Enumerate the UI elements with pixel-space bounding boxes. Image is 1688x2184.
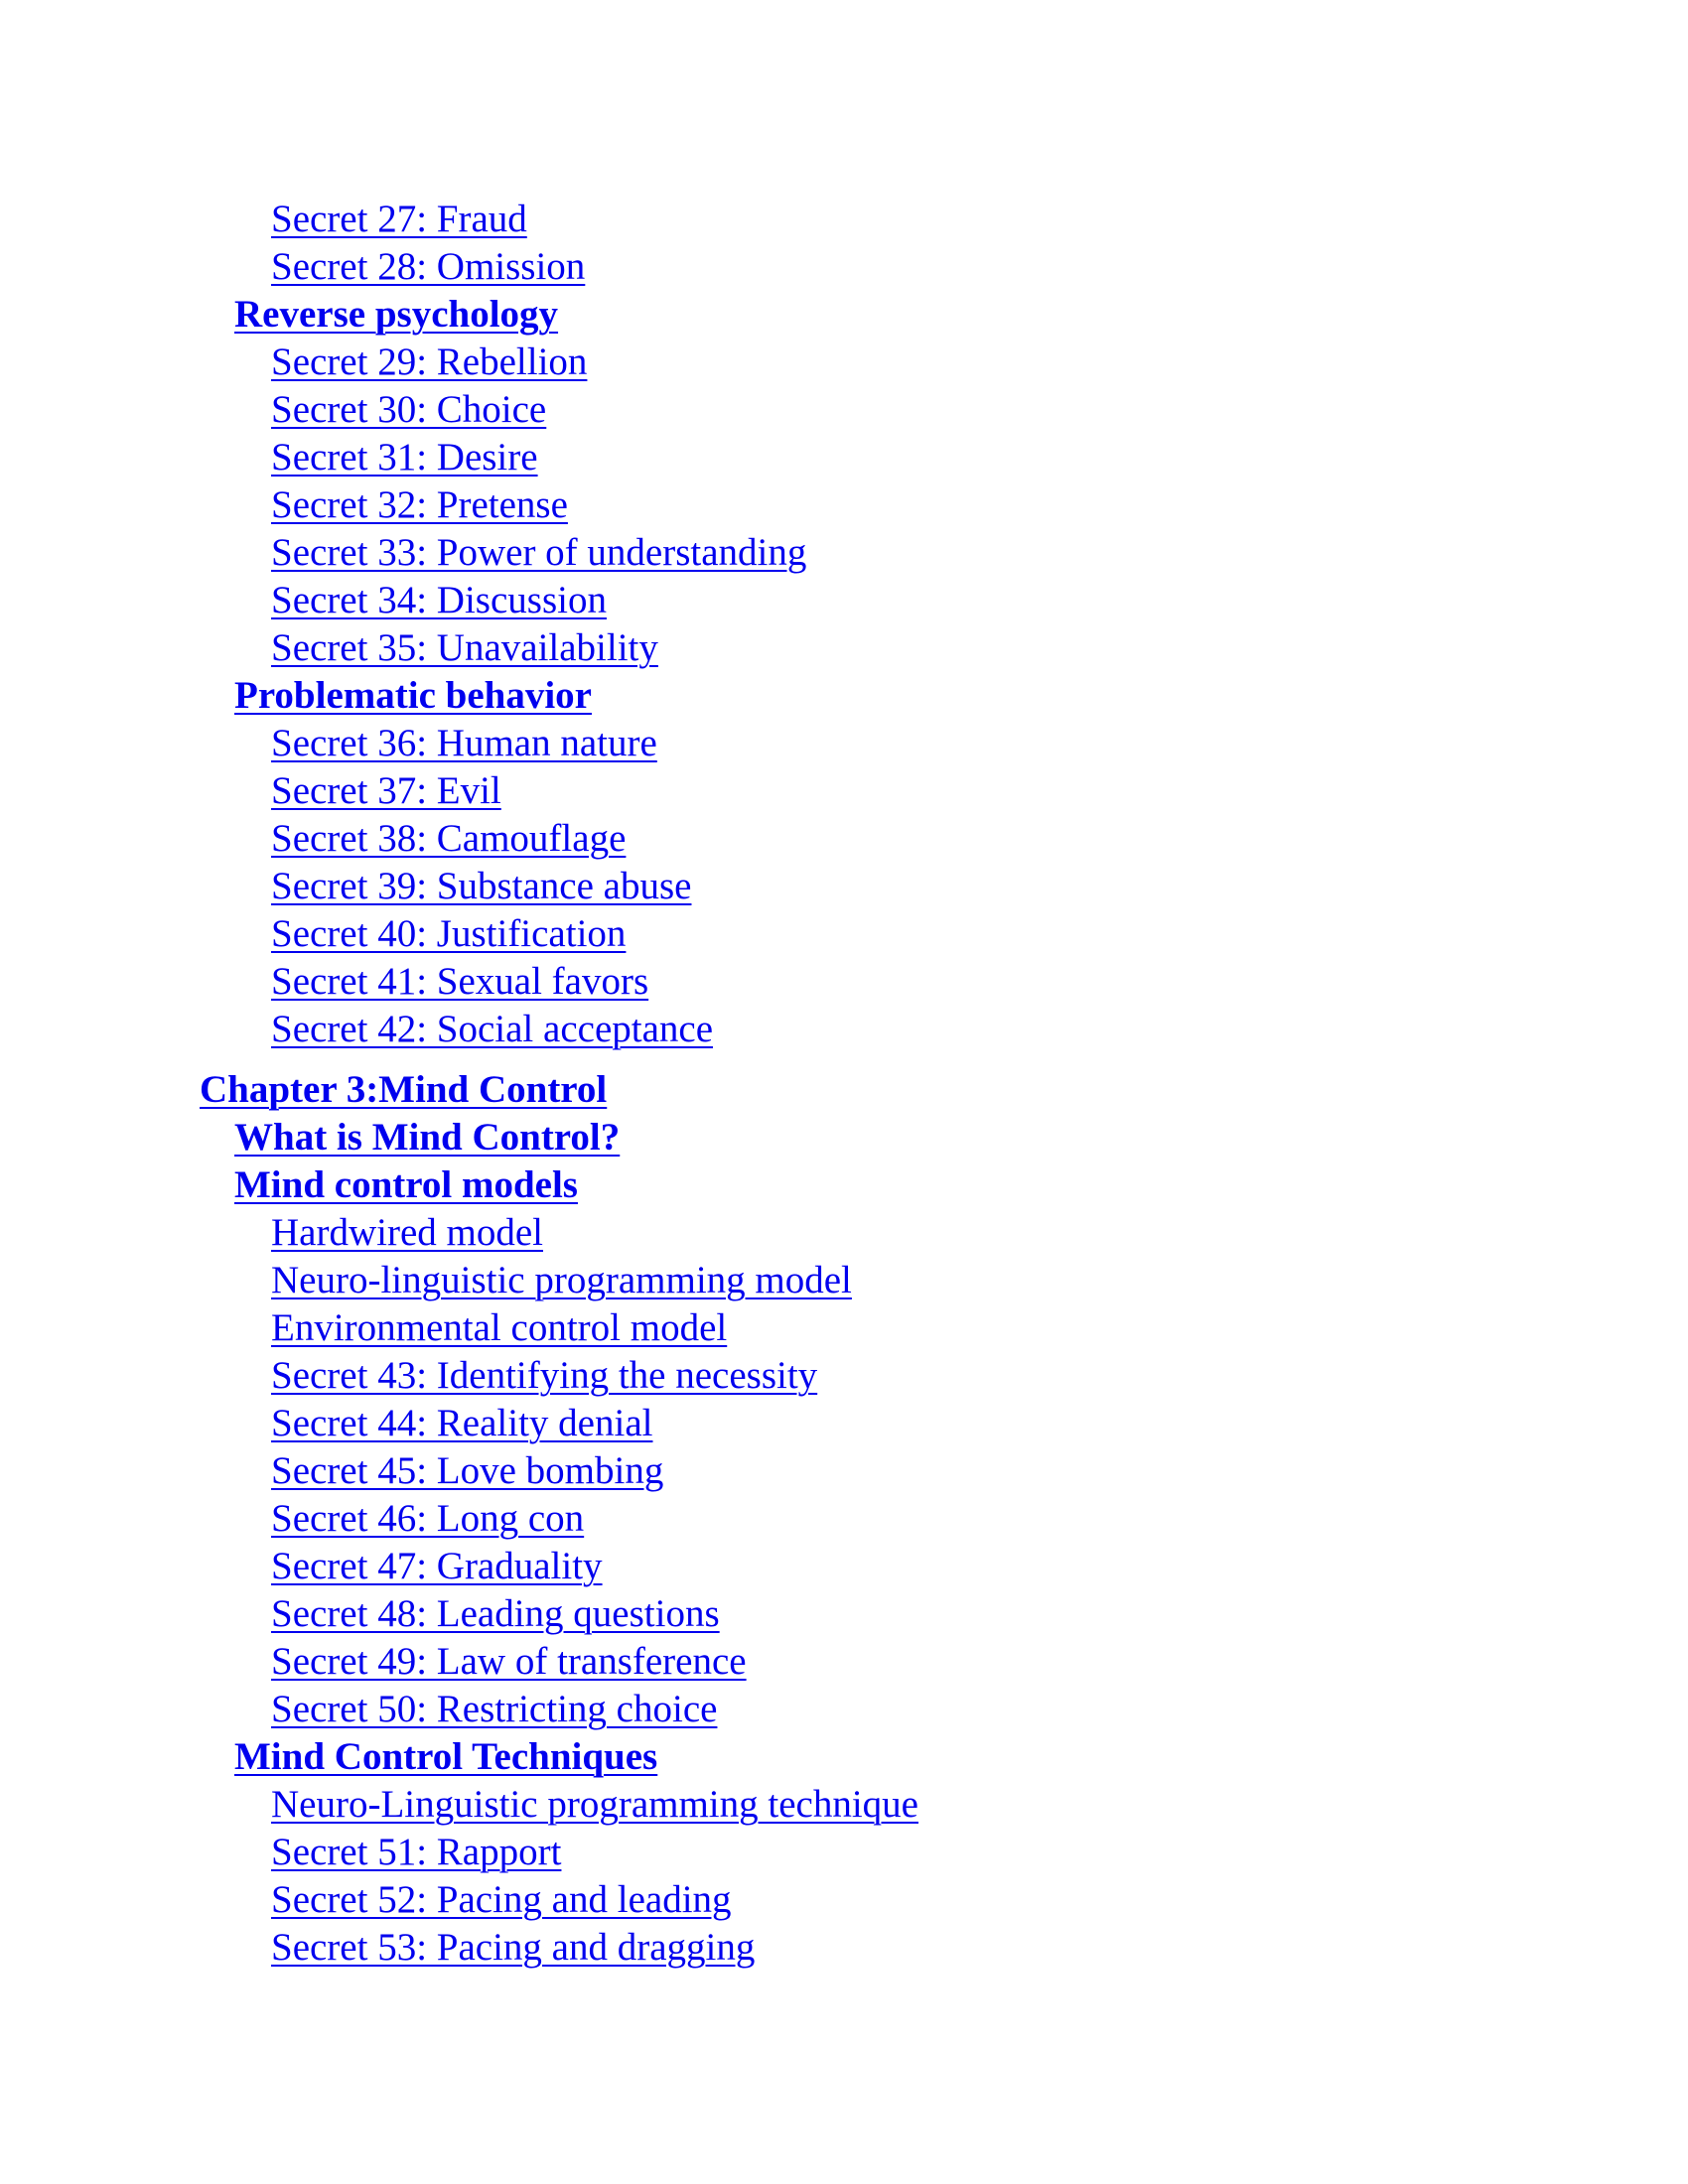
toc-subsection-link[interactable]: Environmental control model: [271, 1306, 728, 1349]
toc-subsection-link[interactable]: Secret 35: Unavailability: [271, 626, 658, 669]
toc-subsection-link[interactable]: Secret 53: Pacing and dragging: [271, 1926, 756, 1969]
toc-subsection-link[interactable]: Secret 50: Restricting choice: [271, 1688, 718, 1730]
toc-subsection-link[interactable]: Secret 46: Long con: [271, 1497, 585, 1540]
toc-subsection-link[interactable]: Secret 48: Leading questions: [271, 1592, 720, 1635]
table-of-contents: [0, 196, 1688, 1972]
toc-subsection-link[interactable]: Secret 47: Graduality: [271, 1545, 603, 1587]
toc-subsection-link[interactable]: Hardwired model: [271, 1211, 543, 1254]
toc-subsection-link[interactable]: Secret 39: Substance abuse: [271, 865, 692, 907]
toc-subsection-link[interactable]: Secret 44: Reality denial: [271, 1402, 653, 1444]
toc-subsection-link[interactable]: Secret 34: Discussion: [271, 579, 607, 621]
toc-subsection-link[interactable]: Secret 30: Choice: [271, 388, 547, 431]
toc-subsection-link[interactable]: Secret 27: Fraud: [271, 198, 527, 240]
toc-section-link[interactable]: Problematic behavior: [234, 674, 592, 717]
toc-section-link[interactable]: What is Mind Control?: [234, 1116, 621, 1159]
toc-subsection-link[interactable]: Neuro-Linguistic programming technique: [271, 1783, 918, 1826]
toc-chapter-link[interactable]: Chapter 3:Mind Control: [200, 1068, 608, 1111]
toc-subsection-link[interactable]: Secret 52: Pacing and leading: [271, 1878, 732, 1921]
toc-section-link[interactable]: Mind control models: [234, 1163, 578, 1206]
toc-subsection-link[interactable]: Secret 49: Law of transference: [271, 1640, 747, 1683]
toc-subsection-link[interactable]: Secret 51: Rapport: [271, 1831, 562, 1873]
toc-subsection-link[interactable]: Secret 36: Human nature: [271, 722, 657, 764]
toc-subsection-link[interactable]: Secret 42: Social acceptance: [271, 1008, 714, 1050]
toc-subsection-link[interactable]: Secret 37: Evil: [271, 769, 501, 812]
toc-subsection-link[interactable]: Secret 41: Sexual favors: [271, 960, 649, 1003]
toc-section-link[interactable]: Reverse psychology: [234, 293, 559, 336]
toc-subsection-link[interactable]: Neuro-linguistic programming model: [271, 1259, 852, 1301]
toc-subsection-link[interactable]: Secret 29: Rebellion: [271, 341, 588, 383]
toc-subsection-link[interactable]: Secret 28: Omission: [271, 245, 586, 288]
toc-section-link[interactable]: Mind Control Techniques: [234, 1735, 658, 1778]
toc-subsection-link[interactable]: Secret 31: Desire: [271, 436, 538, 478]
toc-subsection-link[interactable]: Secret 43: Identifying the necessity: [271, 1354, 818, 1397]
toc-subsection-link[interactable]: Secret 45: Love bombing: [271, 1449, 664, 1492]
toc-subsection-link[interactable]: Secret 32: Pretense: [271, 483, 568, 526]
toc-subsection-link[interactable]: Secret 33: Power of understanding: [271, 531, 807, 574]
toc-subsection-link[interactable]: Secret 40: Justification: [271, 912, 627, 955]
toc-subsection-link[interactable]: Secret 38: Camouflage: [271, 817, 627, 860]
